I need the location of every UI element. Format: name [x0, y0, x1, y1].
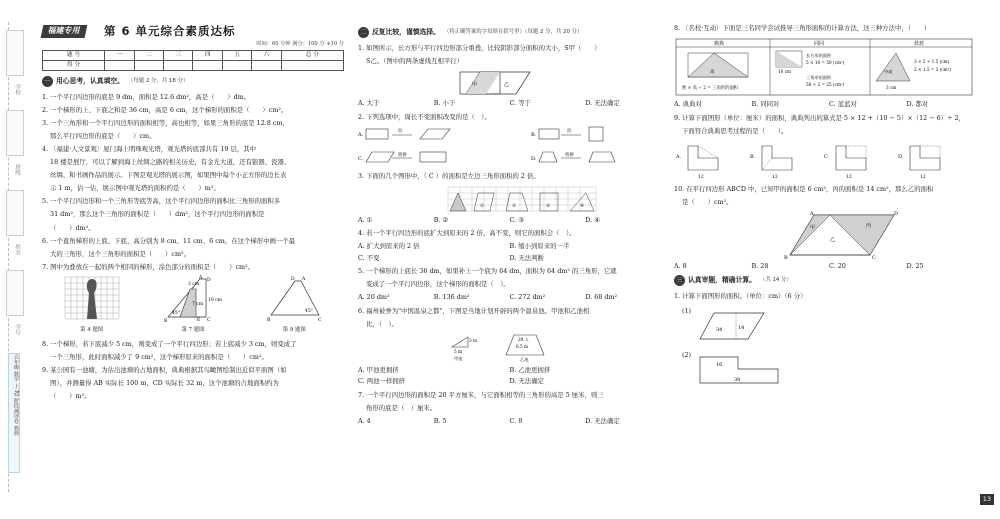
- score-cell: 一: [105, 51, 134, 61]
- fig-label: ④: [580, 203, 585, 209]
- question-text: 7. 图中为叠放在一起的两个相同的梯形，涂色部分的面积是（ ）cm²。: [42, 262, 255, 271]
- fig-label: 3 m: [469, 337, 477, 343]
- option[interactable]: C. 不变: [358, 253, 380, 262]
- q4-options-2: [358, 254, 661, 262]
- question-text: 7. 一个平行四边形的面积是 20 平方厘米，与它面积相等的三角形的高是 5 厘米，则三: [358, 390, 604, 399]
- method-formula: 底 × 高 ÷ 2 = 三角形的面积: [682, 86, 739, 92]
- score-input[interactable]: [193, 61, 222, 71]
- fig7-label: C: [206, 318, 211, 324]
- id-field[interactable]: [6, 270, 24, 316]
- method-name: 典典: [714, 41, 725, 48]
- fig9-label: B: [267, 318, 271, 324]
- q3-figure: [358, 185, 661, 213]
- pools-figure: [438, 333, 588, 363]
- fig-label: ②: [512, 203, 517, 209]
- fig-label: B.: [531, 131, 537, 138]
- option[interactable]: B. 小于: [433, 99, 456, 108]
- fig-label: 12: [920, 174, 926, 180]
- calc-figure-1: [674, 305, 984, 349]
- q6-options-2: [358, 377, 661, 385]
- question-text: 1. 如图所示，长方形与平行四边形部分重叠，比较阴影部分面积的大小，S甲（ ）: [358, 44, 601, 52]
- region-badge: 福建专用: [41, 25, 88, 38]
- fig9-label: C: [318, 318, 322, 324]
- exam-meta: 时间：60 分钟 满分：100 分 +10 分: [256, 41, 344, 48]
- score-header-row: [43, 51, 344, 61]
- trapezoid-overlap-figure: [162, 275, 224, 323]
- option[interactable]: A. ①: [358, 215, 373, 224]
- method-formula: 2 × 1.5 = 3 (cm²): [914, 67, 951, 73]
- column-right: [674, 24, 984, 389]
- name-field[interactable]: [6, 190, 24, 236]
- question-text: 2. 一个梯形的上、下底之和是 36 cm，高是 6 cm，这个梯形的面积是（ ）cm²。: [42, 106, 288, 115]
- section-title: 用心思考，认真填空。: [56, 77, 124, 86]
- option[interactable]: A. 20 dm²: [358, 293, 390, 302]
- section-title: 反复比较，谨慎选择。: [372, 28, 440, 37]
- score-cell: 二: [134, 51, 163, 61]
- parallelogram-figure: [698, 309, 768, 343]
- option[interactable]: D. 68 dm²: [585, 293, 618, 302]
- fig-label: 高: [710, 70, 715, 76]
- section-3-heading: [674, 275, 984, 286]
- fig-label: C.: [824, 153, 830, 160]
- question-text: 示 1 m，估一估，展示图中观光塔的面积约是（ ）m²。: [50, 184, 220, 193]
- fig-label: 甲: [810, 224, 816, 231]
- fig-label: C.: [358, 155, 364, 162]
- score-cell: 三: [164, 51, 193, 61]
- q7-options: [358, 417, 661, 425]
- option[interactable]: A. 大于: [358, 99, 380, 108]
- page-number: 13: [980, 494, 994, 505]
- score-cell: 六: [252, 51, 281, 61]
- q4-options: [358, 242, 661, 250]
- option[interactable]: A. 典典对: [674, 100, 702, 109]
- score-cell: 总 分: [281, 51, 343, 61]
- option[interactable]: D. 无法确定: [585, 416, 620, 425]
- question-text: 3. 下面的几个图形中，（ C ）的面积是左边三角形面积的 2 倍。: [358, 171, 540, 180]
- fig7-label: E: [196, 318, 201, 324]
- question-text: 31 dm²，那么这个三角形的面积是（ ）dm²，这个平行四边形的面积是: [50, 210, 265, 219]
- option[interactable]: D. 无法判断: [509, 253, 545, 262]
- q9-figures: [674, 140, 984, 180]
- fig-label: 乙池: [520, 356, 529, 362]
- section-number: 一: [42, 76, 53, 87]
- option[interactable]: D. 无法确定: [509, 377, 545, 386]
- q8-figure: [674, 37, 984, 97]
- figure-q7: [162, 275, 224, 333]
- column-middle: [358, 24, 661, 430]
- score-input[interactable]: [222, 61, 251, 71]
- question-text: S乙。（图中的两条虚线互相平行）: [366, 57, 464, 66]
- q2-options-figure-right: [531, 126, 661, 166]
- q6-figure: [358, 333, 661, 363]
- question-text: 18 楼是展厅，可以了解到海上丝绸之路的相关历史，有金光大道，还有银器、瓷器、: [50, 158, 291, 167]
- fig-label: 剪拼: [565, 152, 574, 158]
- section-note: （将正确答案的字母填在括号里）（每题 2 分，共 20 分）: [443, 28, 583, 35]
- q2-options-figure: [358, 126, 498, 166]
- fig7-label: D: [206, 278, 211, 284]
- question-text: 那么平行四边形的底是（ ）cm。: [50, 132, 156, 141]
- composite-figure: [698, 353, 788, 385]
- fig-label: 剪拼: [398, 152, 407, 158]
- q3-grid-figure: [358, 185, 598, 213]
- spine-label: 五年级 数学 上 RJ 阶段测评卷 典典: [8, 353, 20, 473]
- fig-label: 12: [772, 174, 778, 180]
- question-text: 9. 某公园有一池塘，为估出池塘的占地面积，典典根据其鸟瞰图绘制出近似平面图（如: [42, 365, 287, 374]
- score-cell: 题 号: [43, 51, 105, 61]
- q2-figures: [358, 126, 661, 166]
- fig9-label: A: [302, 277, 306, 283]
- fig7-label: 3 cm: [187, 282, 200, 288]
- school-field[interactable]: [6, 30, 24, 76]
- question-text: 1. 一个平行四边形的底是 9 dm，面积是 12.6 dm²，高是（ ）dm。: [42, 93, 251, 102]
- question-text: 丝绸、和书画作品的展示。下图是观光塔的展示图，如果图中每个小正方形的边长表: [50, 171, 287, 180]
- section-1-heading: [42, 76, 344, 87]
- score-input[interactable]: [252, 61, 281, 71]
- question-text: 6. 福州被誉为"中国温泉之都"，下图是当地计划开辟的两个温泉池。甲池和乙池相: [358, 306, 590, 315]
- option[interactable]: B. 136 dm²: [433, 293, 470, 302]
- figure-q4: [63, 275, 121, 333]
- fig-label: 甲: [472, 82, 478, 89]
- fig-label: 拉: [567, 128, 572, 134]
- option[interactable]: B. ②: [433, 215, 449, 224]
- q9-options-figure: [674, 140, 974, 180]
- option[interactable]: A. 甲池更拥挤: [358, 365, 399, 374]
- question-text: 8. 〔名校·互动〕下面是三名同学尝试推导三角形面积的计算方法，这三种方法中，（ ）: [674, 24, 931, 32]
- question-text: 3. 一个三角形和一个平行四边形的面积相等，高也相等，如果三角形的底是 12.8 cm，: [42, 119, 289, 128]
- q8-options: [674, 100, 984, 108]
- q5-options: [358, 293, 661, 301]
- figure-q9: [265, 275, 323, 333]
- binding-margin: [0, 0, 34, 519]
- fig-label: 34: [716, 327, 723, 334]
- option[interactable]: A. 8: [674, 261, 687, 270]
- option[interactable]: C. 蓝蓝对: [829, 100, 857, 109]
- question-text: 角形的底是（ ）厘米。: [366, 403, 437, 412]
- column-left: [42, 24, 344, 405]
- option[interactable]: A. 4: [358, 416, 371, 425]
- school-label: 学校: [14, 84, 20, 96]
- question-text: 5. 一个平行四边形和一个三角形等底等高，这个平行四边形的面积比三角形的面积多: [42, 197, 281, 206]
- question-text: 比，（ ）。: [366, 319, 398, 328]
- fig-label: 乙: [830, 236, 836, 243]
- fig-label: B: [784, 254, 788, 259]
- score-cell: 五: [222, 51, 251, 61]
- score-cell: 四: [193, 51, 222, 61]
- sub-question-number: (2): [682, 351, 692, 360]
- score-table: [42, 50, 344, 71]
- question-text: 6. 一个直角梯形的上底、下底、高分别为 8 cm、11 cm、6 cm，在这个梯形中画一个最: [42, 236, 296, 245]
- fig-label: 20 人: [518, 336, 529, 342]
- fig-label: A.: [358, 131, 364, 138]
- tower-grid-figure: [63, 275, 121, 323]
- question-text: 是（ ）cm²。: [682, 197, 733, 206]
- question-text: 9. 计算下面图形（单位：厘米）的面积，典典列出的算式是 5 × 12 +（10 − 5）×（12 − 6）÷ 2，: [674, 113, 965, 122]
- fig-label: 12: [698, 174, 704, 180]
- figure-caption: 第 7 题图: [181, 326, 205, 333]
- method-name: 蓝蓝: [914, 41, 925, 48]
- sub-question-number: (1): [682, 307, 692, 316]
- fig-label: 乙: [504, 82, 510, 89]
- fig-label: 5 m: [454, 348, 462, 354]
- fig-label: ③: [546, 203, 551, 209]
- option[interactable]: B. 缩小到原来的一半: [509, 242, 570, 251]
- option[interactable]: D. 25: [906, 261, 924, 270]
- section-title: 认真审题，精确计算。: [688, 276, 756, 285]
- option[interactable]: C. 两池一样拥挤: [358, 377, 406, 386]
- question-text: 8. 一个梯形，若下底减少 5 cm，则变成了一个平行四边形；若上底减少 3 cm，则变成了: [42, 339, 297, 348]
- fig-label: D.: [898, 153, 904, 160]
- fig-label: A: [810, 210, 814, 217]
- option[interactable]: B. 同同对: [751, 100, 780, 109]
- method-formula: 三角形的面积: [806, 75, 832, 81]
- fig-label: 12: [846, 174, 852, 180]
- fig-label: 丙: [866, 222, 872, 229]
- score-value-row: [43, 61, 344, 71]
- fig-label: 14: [738, 325, 745, 332]
- fig9-label: D: [291, 277, 295, 283]
- overlap-rect-figure: [458, 70, 538, 96]
- option[interactable]: C. 8: [509, 416, 523, 425]
- figure-caption: 第 4 题图: [80, 326, 104, 333]
- fig-label: B.: [750, 153, 756, 160]
- fig-label: 10 cm: [778, 69, 791, 75]
- q10-options: [674, 262, 984, 270]
- option[interactable]: C. ③: [509, 215, 524, 224]
- fig-label: 38: [734, 377, 741, 384]
- question-text: 下面符合典典思考过程的是（ ）。: [682, 126, 788, 135]
- fig-label: D: [894, 210, 899, 217]
- score-input[interactable]: [105, 61, 134, 71]
- class-label: 班级: [14, 164, 20, 176]
- question-text: 一个三角形，此时面积减少了 9 cm²，这个梯形原来的面积是（ ）cm²。: [50, 352, 268, 361]
- option[interactable]: A. 扩大到原来的 2 倍: [358, 242, 420, 251]
- score-input[interactable]: [134, 61, 163, 71]
- question-text: 变成了一个平行四边形，这个梯形的面积是（ ）。: [366, 280, 510, 289]
- section-note: （每题 2 分，共 18 分）: [127, 77, 189, 84]
- question-text: 图），并测量得 AB 实际长 100 m，CD 实际长 32 m，这个池塘的占地面积约为: [50, 378, 279, 387]
- method-formula: 50 ÷ 2 = 25 (cm²): [806, 82, 845, 88]
- pond-figure: [265, 275, 323, 323]
- fig-label: A.: [676, 153, 682, 160]
- method-formula: 5 × 10 = 50 (cm²): [806, 60, 845, 66]
- method-formula: 3 × 2 ÷ 1.5 (cm): [914, 59, 950, 65]
- figure-row-q4-q7-q9: [42, 276, 344, 334]
- method-name: 同同: [814, 41, 825, 48]
- question-text: 4. 〔福建·人文景观〕厦门海上明珠观光塔，观光塔的底部共有 19 层，其中: [42, 145, 257, 154]
- method-formula: 长方形的面积: [806, 53, 832, 59]
- option[interactable]: C. 等于: [509, 99, 532, 108]
- question-text: 10. 在平行四边形 ABCD 中，已知甲的面积是 6 cm²，丙的面积是 14 cm²，那么乙的面积: [674, 184, 934, 193]
- fig-label: 16: [716, 362, 723, 369]
- option[interactable]: D. 都对: [906, 100, 929, 109]
- fig-label: ①: [480, 203, 485, 209]
- section-number: 二: [358, 27, 369, 38]
- fig-label: 拉: [398, 128, 403, 134]
- class-field[interactable]: [6, 110, 24, 156]
- parallelogram-abcd-figure: [784, 211, 904, 259]
- id-label: 学号: [14, 324, 20, 336]
- q1-options: [358, 99, 661, 107]
- score-input[interactable]: [164, 61, 193, 71]
- fig7-label: B: [163, 319, 168, 324]
- fig7-label: A: [198, 275, 203, 281]
- fig-label: D.: [531, 155, 537, 162]
- fig-label: 3 cm: [886, 85, 897, 91]
- score-input[interactable]: [281, 61, 343, 71]
- q3-options: [358, 216, 661, 224]
- question-text: 1. 计算下面图形的面积。（单位：cm）（6 分）: [674, 292, 807, 301]
- option[interactable]: B. 28: [751, 261, 769, 270]
- fig-label: 甲池: [454, 355, 463, 361]
- fig-label: 6.5 m: [516, 343, 528, 349]
- option[interactable]: B. 5: [433, 416, 447, 425]
- question-text: （ ）m²。: [50, 391, 91, 400]
- fig7-label: 10 cm: [207, 298, 222, 304]
- option[interactable]: C. 20: [829, 261, 846, 270]
- calc-figure-2: [674, 349, 984, 389]
- question-text: 4. 若一个平行四边形的底扩大到原来的 2 倍，高不变，则它的面积会（ ）。: [358, 229, 576, 238]
- name-label: 姓名: [14, 244, 20, 256]
- q1-figure: [358, 70, 661, 96]
- option[interactable]: C. 272 dm²: [509, 293, 546, 302]
- fig-label: 中高: [884, 69, 893, 75]
- section-number: 三: [674, 275, 685, 286]
- section-note: （共 14 分）: [759, 277, 792, 284]
- question-text: （ ）dm²。: [50, 223, 95, 232]
- option[interactable]: D. 无法确定: [585, 99, 620, 108]
- q8-methods-table: [674, 37, 974, 97]
- figure-caption: 第 9 题图: [282, 326, 306, 333]
- fig9-label: 45°: [305, 309, 314, 315]
- q10-figure: [674, 211, 984, 259]
- option[interactable]: B. 乙池更拥挤: [509, 365, 551, 374]
- page-title: 第 6 单元综合素质达标: [104, 24, 236, 38]
- question-text: 大的三角形，这个三角形的面积是（ ）cm²。: [50, 249, 191, 258]
- question-text: 5. 一个梯形的上底长 36 dm，如果补上一个底为 64 dm，面积为 64 dm² 的三角形，它就: [358, 267, 617, 276]
- fig-label: C: [872, 254, 876, 259]
- option[interactable]: D. ④: [585, 215, 600, 224]
- fig7-label: 7 cm: [191, 302, 204, 308]
- q6-options: [358, 366, 661, 374]
- score-cell: 得 分: [43, 61, 105, 71]
- question-text: 2. 下列选项中，周长不变面积改变的是（ ）。: [358, 112, 491, 121]
- section-2-heading: [358, 27, 661, 38]
- fig7-label: 45°: [171, 311, 180, 317]
